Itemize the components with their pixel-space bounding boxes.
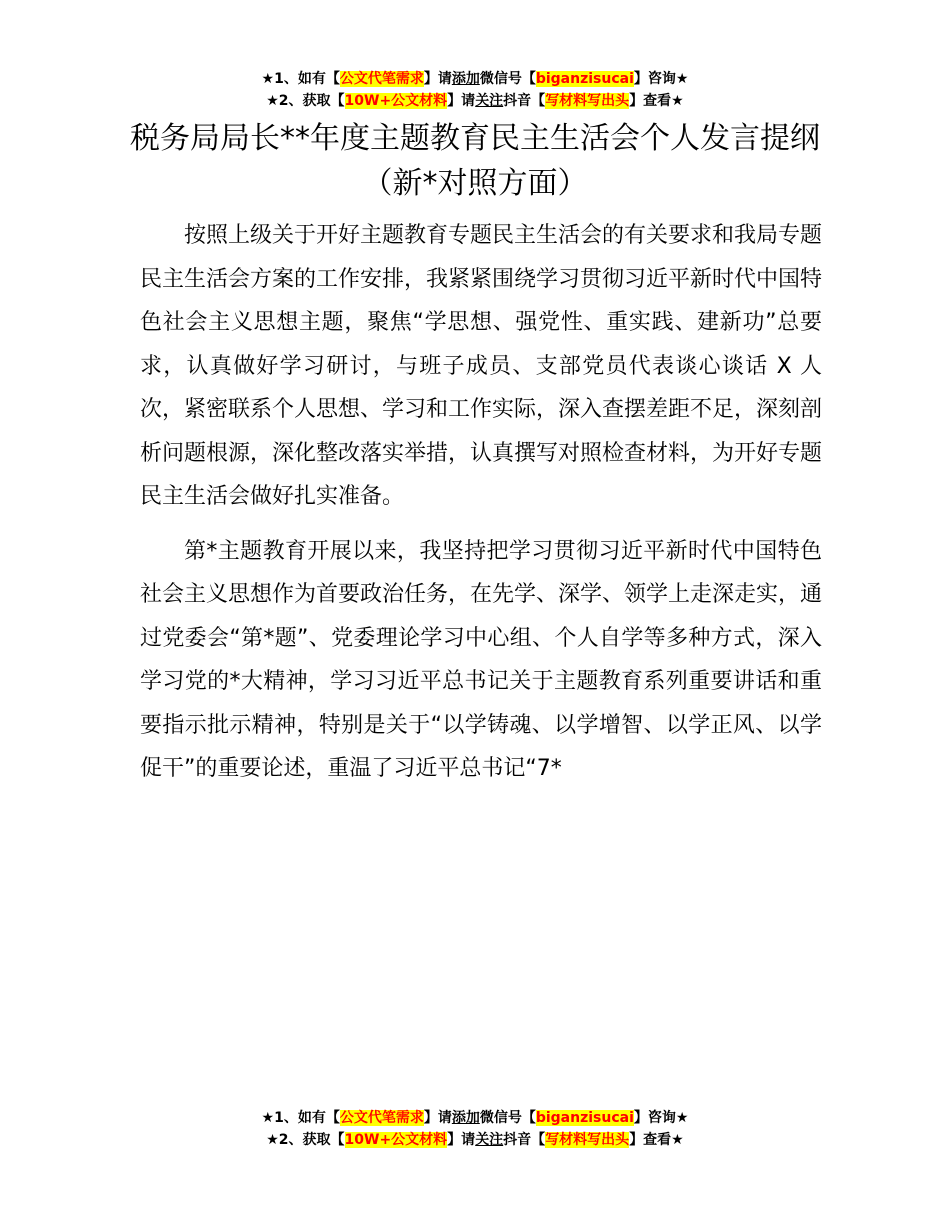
banner-highlight-douyin: 写材料写出头 — [545, 1132, 630, 1148]
banner-text: 】查看★ — [629, 1132, 684, 1148]
banner-text: 】请 — [423, 1110, 452, 1126]
banner-highlight-service: 公文代笔需求 — [339, 1110, 424, 1126]
banner-highlight-service: 公文代笔需求 — [339, 71, 424, 87]
banner-highlight-materials: 10W+公文材料 — [344, 1132, 448, 1148]
banner-text: 】请 — [423, 71, 452, 87]
banner-line-2 — [0, 1129, 950, 1151]
banner-highlight-materials: 10W+公文材料 — [344, 93, 448, 109]
banner-text: 】请 — [447, 93, 476, 109]
banner-underlined-text: 关注 — [475, 93, 504, 109]
banner-text: ★2、获取【 — [266, 1132, 345, 1148]
banner-line-1 — [0, 68, 950, 90]
banner-text: 】查看★ — [629, 93, 684, 109]
banner-line-2 — [0, 90, 950, 112]
document-title: 税务局局长**年度主题教育民主生活会个人发言提纲（新*对照方面） — [130, 121, 820, 201]
paragraph-1: 按照上级关于开好主题教育专题民主生活会的有关要求和我局专题民主生活会方案的工作安排，我紧紧围绕学习贯彻习近平新时代中国特色社会主义思想主题，聚焦“学思想、强党性、重实践、建新功”总要求，认真做好学习研讨，与班子成员、支部党员代表谈心谈话 X 人次，紧密联系个人思想、学习和工作实际，深入查摆差距不足，深刻剖析问题根源，深化整改落实举措，认真撰写对照检查材料，为开好专题民主生活会做好扎实准备。 — [140, 223, 823, 509]
banner-text: 抖音【 — [503, 93, 546, 109]
banner-highlight-wechat-id: biganzisucai — [535, 71, 634, 87]
banner-text: 抖音【 — [503, 1132, 546, 1148]
banner-text: ★2、获取【 — [266, 93, 345, 109]
banner-text: ★1、如有【 — [261, 1110, 340, 1126]
banner-text: 】请 — [447, 1132, 476, 1148]
banner-line-1 — [0, 1107, 950, 1129]
banner-underlined-text: 关注 — [475, 1132, 504, 1148]
banner-text: 】咨询★ — [633, 1110, 689, 1126]
paragraph-2: 第*主题教育开展以来，我坚持把学习贯彻习近平新时代中国特色社会主义思想作为首要政治任务，在先学、深学、领学上走深走实，通过党委会“第*题”、党委理论学习中心组、个人自学等多种方式，深入学习党的*大精神，学习习近平总书记关于主题教育系列重要讲话和重要指示批示精神，特别是关于“以学铸魂、以学增智、以学正风、以学促干”的重要论述，重温了习近平总书记“7* — [140, 538, 823, 781]
banner-highlight-douyin: 写材料写出头 — [545, 93, 630, 109]
document-body — [140, 214, 822, 802]
banner-text: ★1、如有【 — [261, 71, 340, 87]
footer-banner — [0, 1107, 950, 1151]
banner-text: 微信号【 — [479, 71, 536, 87]
header-banner — [0, 68, 950, 112]
banner-highlight-wechat-id: biganzisucai — [535, 1110, 634, 1126]
banner-text: 微信号【 — [479, 1110, 536, 1126]
banner-underlined-text: 添加 — [451, 71, 480, 87]
banner-text: 】咨询★ — [633, 71, 689, 87]
banner-underlined-text: 添加 — [451, 1110, 480, 1126]
